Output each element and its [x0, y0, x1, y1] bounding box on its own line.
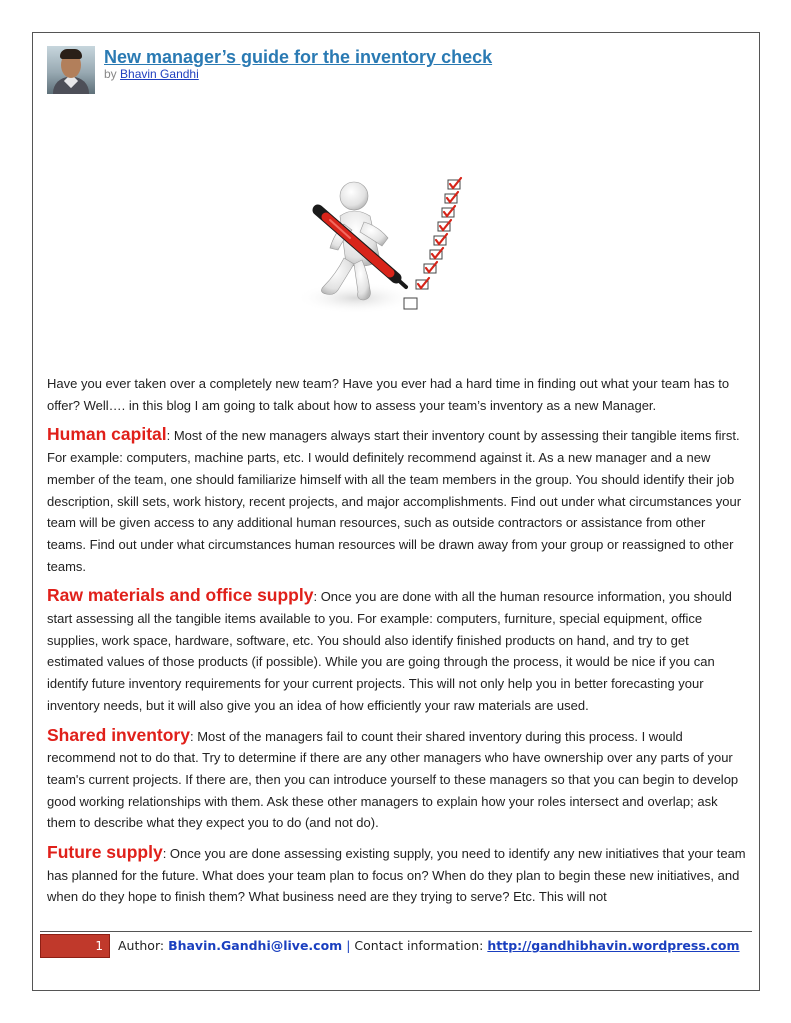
- footer-separator: |: [346, 938, 351, 953]
- section-text: : Most of the new managers always start their inventory count by assessing their tangible items first. For example: computers, machine parts, etc. I would definitely recommend against it. As a new manager and a new member of the team, one should familiarize himself with all the team members in the group. You should identify their job description, skill sets, work history, recent projects, and major accomplishments. Find out under what circumstances your team will be given access to any additional human resources, such as outside contractors or assistance from other teams. Find out under what circumstances human resources will be drawn away from your group or reassigned to other teams.: [47, 428, 742, 574]
- article-body: [47, 373, 747, 916]
- footer-text: [118, 938, 740, 954]
- author-email-link[interactable]: Bhavin.Gandhi@live.com: [168, 938, 343, 953]
- section-heading: Shared inventory: [47, 724, 190, 745]
- author-label: Author:: [118, 938, 165, 953]
- page-number: 1: [40, 934, 110, 958]
- footer-divider: [40, 931, 752, 932]
- section-text: : Once you are done with all the human resource information, you should start assessing all the tangible items available to you. For example: computers, furniture, special equipment, office supplies, work space, hardware, software, etc. You should also identify finished products on hand, and try to get estimated values of those products (if possible). While you are going through the process, it would be nice if you can identify future inventory requirements for your current projects. This will not only help you in better forecasting your inventory needs, but it will also give you an idea of how efficiently your raw materials are used.: [47, 589, 732, 713]
- section-paragraph: [47, 585, 747, 716]
- section-paragraph: [47, 842, 747, 908]
- author-link[interactable]: Bhavin Gandhi: [120, 67, 199, 81]
- byline-prefix: by: [104, 67, 117, 81]
- contact-label: Contact information:: [354, 938, 484, 953]
- section-paragraph: [47, 725, 747, 835]
- section-heading: Future supply: [47, 842, 163, 863]
- section-text: : Most of the managers fail to count their shared inventory during this process. I would recommend not to do that. Try to determine if there are any other managers who have ownership over any parts of your team's current projects. If there are, then you can introduce yourself to these managers so that you can begin to develop good working relationships with them. Ask these other managers to explain how your roles intersect and overlap; ask them to describe what they expect you to do (and not do).: [47, 728, 739, 831]
- intro-paragraph: Have you ever taken over a completely new team? Have you ever had a hard time in finding out what your team has to offer? Well…. in this blog I am going to talk about how to assess your team’s inventory as a new Manager.: [47, 376, 730, 413]
- section-heading: Human capital: [47, 424, 167, 445]
- section-heading: Raw materials and office supply: [47, 585, 314, 606]
- blog-url-link[interactable]: http://gandhibhavin.wordpress.com: [487, 938, 740, 953]
- section-paragraph: [47, 424, 747, 577]
- section-text: : Once you are done assessing existing supply, you need to identify any new initiatives that your team has planned for the future. What does your team plan to focus on? When do they plan to begin these new initiatives, and when do they hope to finish them? What business need are they trying to serve? Etc. This will not: [47, 846, 746, 905]
- post-title-link[interactable]: New manager’s guide for the inventory check: [104, 47, 493, 67]
